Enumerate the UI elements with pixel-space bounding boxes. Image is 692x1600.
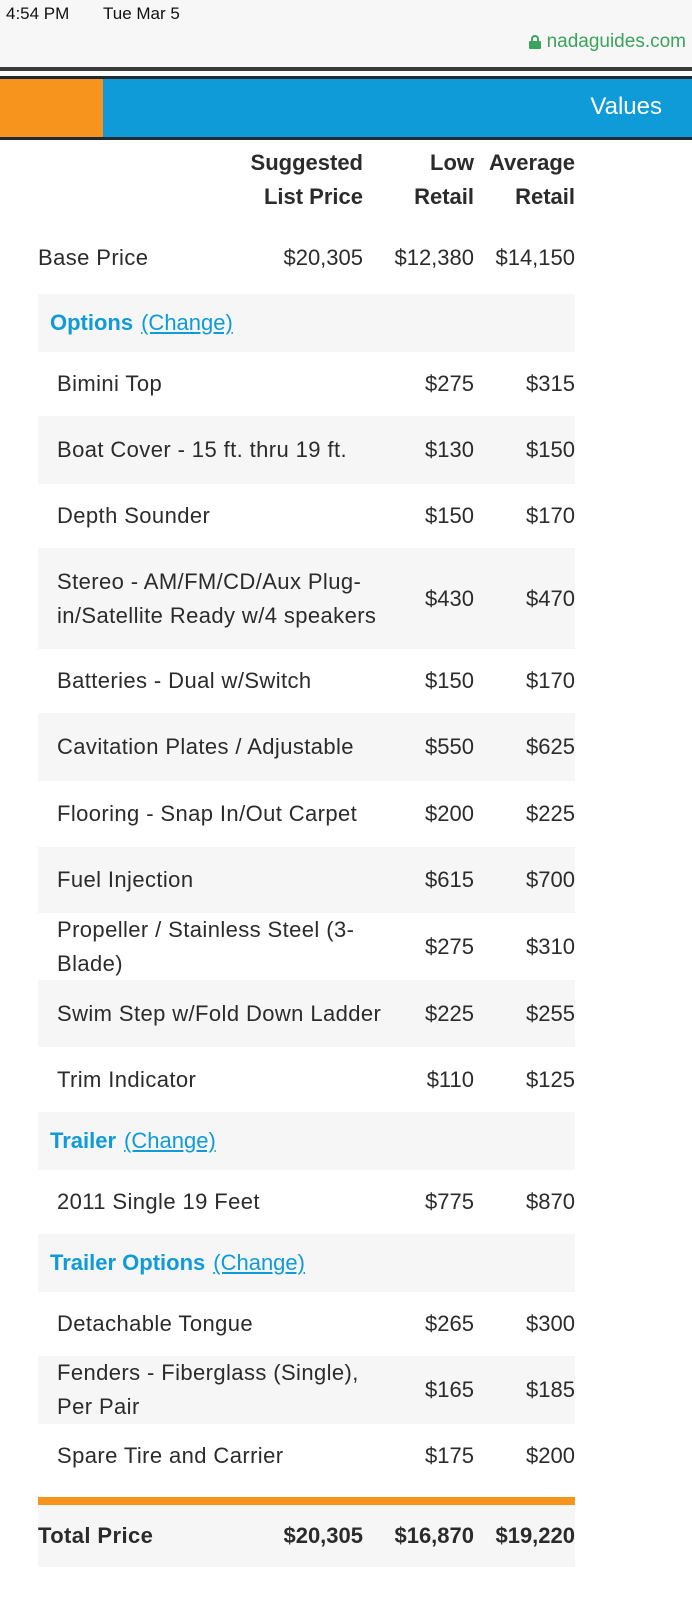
row-label: Boat Cover - 15 ft. thru 19 ft.: [57, 437, 347, 462]
average-retail-value: $700: [526, 867, 575, 892]
average-retail-value: $200: [526, 1443, 575, 1468]
low-retail-value: $200: [425, 801, 474, 826]
option-row: [38, 548, 575, 649]
low-retail-value: $110: [426, 1066, 474, 1092]
low-retail-value: $175: [425, 1443, 474, 1468]
trailer-option-row: [38, 1292, 575, 1356]
low-retail-value: $430: [425, 585, 474, 611]
option-row: [38, 713, 575, 781]
low-retail-value: $275: [425, 371, 474, 396]
average-retail-value: $125: [526, 1066, 575, 1092]
row-label: Swim Step w/Fold Down Ladder: [57, 1000, 382, 1026]
row-label: Spare Tire and Carrier: [57, 1443, 284, 1468]
section-title: Trailer: [50, 1128, 117, 1153]
values-tab[interactable]: Values: [590, 93, 662, 120]
col-header-line: Retail: [515, 184, 575, 209]
low-retail-value: $16,870: [394, 1523, 474, 1548]
status-date: Tue Mar 5: [103, 4, 180, 23]
low-retail-value: $150: [425, 503, 474, 528]
option-row: [38, 649, 575, 713]
low-retail-value: $12,380: [394, 245, 474, 270]
average-retail-value: $300: [526, 1311, 575, 1336]
status-bar: [0, 0, 692, 68]
base-price-row: [38, 222, 575, 294]
trailer-row: [38, 1170, 575, 1234]
col-header-line: Low: [430, 150, 474, 175]
average-retail-value: $625: [526, 734, 575, 759]
low-retail-value: $150: [425, 668, 474, 693]
option-row: [38, 847, 575, 913]
trailer-option-row: [38, 1356, 575, 1424]
average-retail-value: $470: [526, 585, 575, 611]
average-retail-value: $310: [526, 933, 575, 959]
low-retail-value: $130: [425, 437, 474, 462]
suggested-value: $20,305: [283, 1523, 363, 1548]
total-price-row: [38, 1505, 575, 1567]
row-label: Fuel Injection: [57, 867, 194, 892]
average-retail-value: $19,220: [495, 1523, 575, 1548]
row-label: Batteries - Dual w/Switch: [57, 668, 312, 693]
options-change-link[interactable]: (Change): [141, 310, 233, 335]
divider: [0, 67, 692, 71]
trailer-options-section-header: [38, 1234, 575, 1292]
average-retail-value: $170: [526, 668, 575, 693]
option-row: [38, 781, 575, 847]
option-row: [38, 416, 575, 484]
row-label: 2011 Single 19 Feet: [57, 1189, 260, 1214]
col-header-line: Suggested: [250, 150, 363, 175]
col-average-retail: [475, 146, 575, 214]
average-retail-value: $170: [526, 503, 575, 528]
section-title: Options: [50, 310, 134, 335]
values-table: [38, 140, 575, 1567]
row-label: Detachable Tongue: [57, 1311, 253, 1336]
low-retail-value: $265: [425, 1311, 474, 1336]
trailer-option-row: [38, 1424, 575, 1488]
row-label: Bimini Top: [57, 371, 163, 396]
trailer-change-link[interactable]: (Change): [124, 1128, 216, 1153]
row-label: Fenders - Fiberglass (Single), Per Pair: [57, 1360, 359, 1419]
col-header-line: Average: [488, 150, 575, 175]
address-bar[interactable]: [529, 31, 686, 53]
trailer-section-header: [38, 1112, 575, 1170]
low-retail-value: $275: [425, 933, 474, 959]
option-row: [38, 484, 575, 548]
low-retail-value: $165: [425, 1377, 474, 1402]
total-divider: [38, 1497, 575, 1505]
row-label: Total Price: [38, 1523, 154, 1548]
average-retail-value: $255: [526, 1000, 575, 1026]
status-time: 4:54 PM: [6, 4, 70, 23]
row-label: Flooring - Snap In/Out Carpet: [57, 801, 358, 826]
low-retail-value: $550: [425, 734, 474, 759]
average-retail-value: $315: [526, 371, 575, 396]
row-label: Depth Sounder: [57, 503, 211, 528]
row-label: Cavitation Plates / Adjustable: [57, 734, 354, 759]
lock-icon: [529, 35, 541, 49]
row-label: Stereo - AM/FM/CD/Aux Plug-in/Satellite Ready w/4 speakers: [57, 568, 377, 628]
average-retail-value: $150: [526, 437, 575, 462]
col-low-retail: [364, 146, 474, 214]
average-retail-value: $225: [526, 801, 575, 826]
average-retail-value: $14,150: [495, 245, 575, 270]
low-retail-value: $225: [425, 1000, 474, 1026]
row-label: Base Price: [38, 245, 149, 270]
col-suggested-list-price: [203, 146, 363, 214]
row-label: Trim Indicator: [57, 1066, 197, 1092]
column-headers: [38, 140, 575, 222]
url-text: nadaguides.com: [546, 31, 686, 52]
section-title: Trailer Options: [50, 1250, 206, 1275]
col-header-line: List Price: [263, 184, 363, 209]
page-header: [0, 76, 692, 140]
average-retail-value: $185: [526, 1377, 575, 1402]
option-row: [38, 980, 575, 1047]
low-retail-value: $775: [425, 1189, 474, 1214]
row-label: Propeller / Stainless Steel (3-Blade): [57, 916, 355, 976]
option-row: [38, 352, 575, 416]
brand-block[interactable]: [0, 79, 103, 137]
col-header-line: Retail: [414, 184, 474, 209]
trailer-options-change-link[interactable]: (Change): [213, 1250, 305, 1275]
suggested-value: $20,305: [283, 245, 363, 270]
average-retail-value: $870: [526, 1189, 575, 1214]
option-row: [38, 1047, 575, 1112]
option-row: [38, 913, 575, 980]
low-retail-value: $615: [425, 867, 474, 892]
options-section-header: [38, 294, 575, 352]
